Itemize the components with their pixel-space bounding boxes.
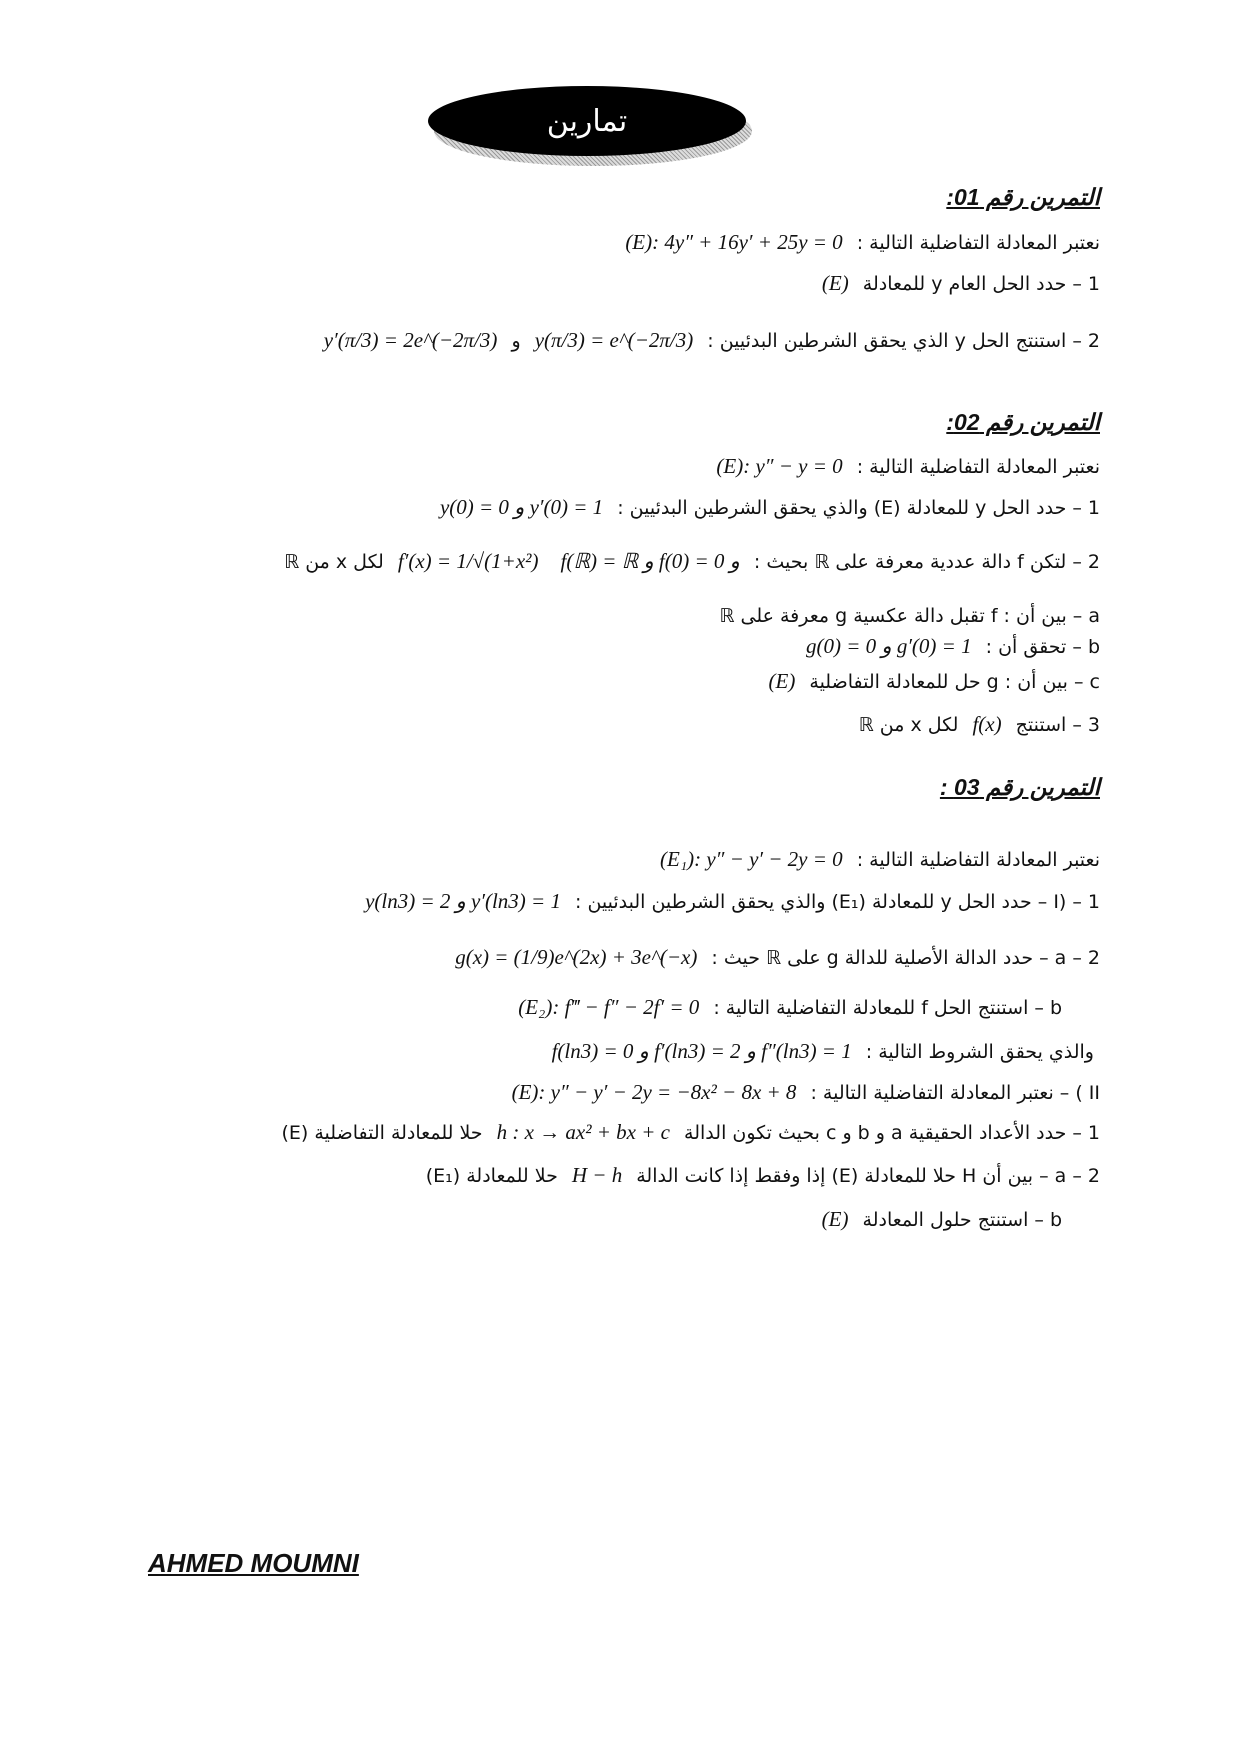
exercise-3-part-5-equation: H − h <box>571 1163 623 1187</box>
exercise-3-part-4-tail: حلا للمعادلة التفاضلية (E) <box>281 1122 483 1144</box>
exercise-3-part-6-equation: (E) <box>821 1207 849 1231</box>
page-title: تمارين <box>428 86 746 156</box>
exercise-3-part-4 <box>281 1119 1100 1146</box>
exercise-2-question-2b-equation: g(0) = 0 و g′(0) = 1 <box>805 634 972 658</box>
exercise-1-condition-a: y(π/3) = e^(−2π/3) <box>534 328 694 352</box>
exercise-3-part-2b-conditions-text: والذي يحقق الشروط التالية : <box>865 1041 1094 1063</box>
exercise-2-question-1-equation: y(0) = 0 و y′(0) = 1 <box>439 495 604 519</box>
exercise-2-question-1-text: 1 – حدد الحل y للمعادلة (E) والذي يحقق الشرطين البدئيين : <box>617 497 1100 519</box>
exercise-1-intro-equation: (E): 4y″ + 16y′ + 25y = 0 <box>625 230 843 254</box>
exercise-1-heading: التمرين رقم 01: <box>946 184 1100 210</box>
exercise-3-part-2b-text: b – استنتج الحل f للمعادلة التفاضلية التالية : <box>713 997 1062 1019</box>
exercise-2-question-2b <box>798 633 1100 660</box>
exercise-3-part-2a-equation: g(x) = (1/9)e^(2x) + 3e^(−x) <box>455 945 698 969</box>
exercise-2-intro <box>708 453 1100 480</box>
exercise-2-intro-equation: (E): y″ − y = 0 <box>716 454 843 478</box>
exercise-2-question-2b-text: b – تحقق أن : <box>985 636 1100 658</box>
exercise-3-part-5-text: 2 – a – بين أن H حلا للمعادلة (E) إذا وفقط إذا كانت الدالة <box>636 1165 1100 1187</box>
exercise-3-intro-equation: (E₁): y″ − y′ − 2y = 0 <box>660 847 843 871</box>
exercise-2-question-1 <box>432 494 1100 521</box>
exercise-2-question-3-equation: f(x) <box>972 712 1002 736</box>
exercise-2-question-2-tail: لكل x من ℝ <box>284 551 384 573</box>
exercise-3-part-3 <box>504 1079 1100 1106</box>
exercise-2-question-3 <box>859 711 1100 738</box>
exercise-2-question-2c-text: c – بين أن : g حل للمعادلة التفاضلية <box>809 671 1100 693</box>
exercise-3-part-2a <box>447 944 1100 971</box>
exercise-2-heading: التمرين رقم 02: <box>946 409 1100 435</box>
exercise-3-part-3-equation: (E): y″ − y′ − 2y = −8x² − 8x + 8 <box>511 1080 797 1104</box>
exercise-3-part-2b-equation: (E₂): f‴ − f″ − 2f′ = 0 <box>518 995 700 1019</box>
exercise-3-part-2b-conditions-equation: f(ln3) = 0 و f′(ln3) = 2 و f″(ln3) = 1 <box>551 1039 852 1063</box>
exercise-1-intro <box>617 229 1100 256</box>
title-banner <box>428 86 752 164</box>
exercise-3-part-6 <box>814 1206 1062 1233</box>
exercise-2-question-2c-equation: (E) <box>768 669 796 693</box>
exercise-3-part-4-text: 1 – حدد الأعداد الحقيقية a و b و c بحيث تكون الدالة <box>684 1122 1100 1144</box>
exercise-3-part-5 <box>426 1162 1100 1189</box>
exercise-3-part-4-equation: h : x → ax² + bx + c <box>496 1120 670 1144</box>
exercise-2-question-2-equation-a: f(ℝ) = ℝ و f(0) = 0 و <box>560 549 740 573</box>
exercise-2-question-3-tail: لكل x من ℝ <box>858 714 959 736</box>
exercise-2-question-2 <box>284 548 1100 575</box>
exercise-2-question-3-text: 3 – استنتج <box>1015 714 1100 736</box>
exercise-3-part-2a-text: 2 – a – حدد الدالة الأصلية للدالة g على ℝ حيث : <box>711 947 1100 969</box>
exercise-3-part-3-text: II ) – نعتبر المعادلة التفاضلية التالية : <box>810 1082 1100 1104</box>
exercise-1-question-2 <box>316 327 1100 354</box>
exercise-3-part-1-equation: y(ln3) = 2 و y′(ln3) = 1 <box>365 889 561 913</box>
exercise-3-part-2b <box>510 994 1062 1021</box>
exercise-3-part-1 <box>357 888 1100 915</box>
exercise-3-intro-text: نعتبر المعادلة التفاضلية التالية : <box>856 849 1100 871</box>
exercise-3-part-2b-conditions <box>544 1038 1094 1065</box>
exercise-1-question-1-equation: (E) <box>821 271 849 295</box>
exercise-2-intro-text: نعتبر المعادلة التفاضلية التالية : <box>856 456 1100 478</box>
exercise-3-part-6-text: b – استنتج حلول المعادلة <box>862 1209 1062 1231</box>
exercise-3-part-5-tail: حلا للمعادلة (E₁) <box>425 1165 558 1187</box>
exercise-1-condition-b: y′(π/3) = 2e^(−2π/3) <box>323 328 498 352</box>
exercise-1-question-1-text: 1 – حدد الحل العام y للمعادلة <box>862 273 1100 295</box>
exercise-3-part-1-text: I) – 1 – حدد الحل y للمعادلة (E₁) والذي يحقق الشرطين البدئيين : <box>575 891 1100 913</box>
exercise-2-question-2-text: 2 – لتكن f دالة عددية معرفة على ℝ بحيث : <box>753 551 1100 573</box>
exercise-2-question-2c <box>761 668 1100 695</box>
exercise-3-intro <box>652 846 1100 873</box>
exercise-1-intro-text: نعتبر المعادلة التفاضلية التالية : <box>856 232 1100 254</box>
exercise-2-question-2-equation-b: f′(x) = 1/√(1+x²) <box>397 549 539 573</box>
exercise-1-question-2-text: 2 – استنتج الحل y الذي يحقق الشرطين البدئيين : <box>707 330 1100 352</box>
exercise-3-heading: التمرين رقم 03 : <box>939 774 1100 800</box>
exercise-1-question-1 <box>814 270 1100 297</box>
exercise-1-and: و <box>511 330 521 352</box>
author-name: AHMED MOUMNI <box>148 1548 359 1578</box>
exercise-2-question-2a: a – بين أن : f تقبل دالة عكسية g معرفة على ℝ <box>719 605 1100 627</box>
